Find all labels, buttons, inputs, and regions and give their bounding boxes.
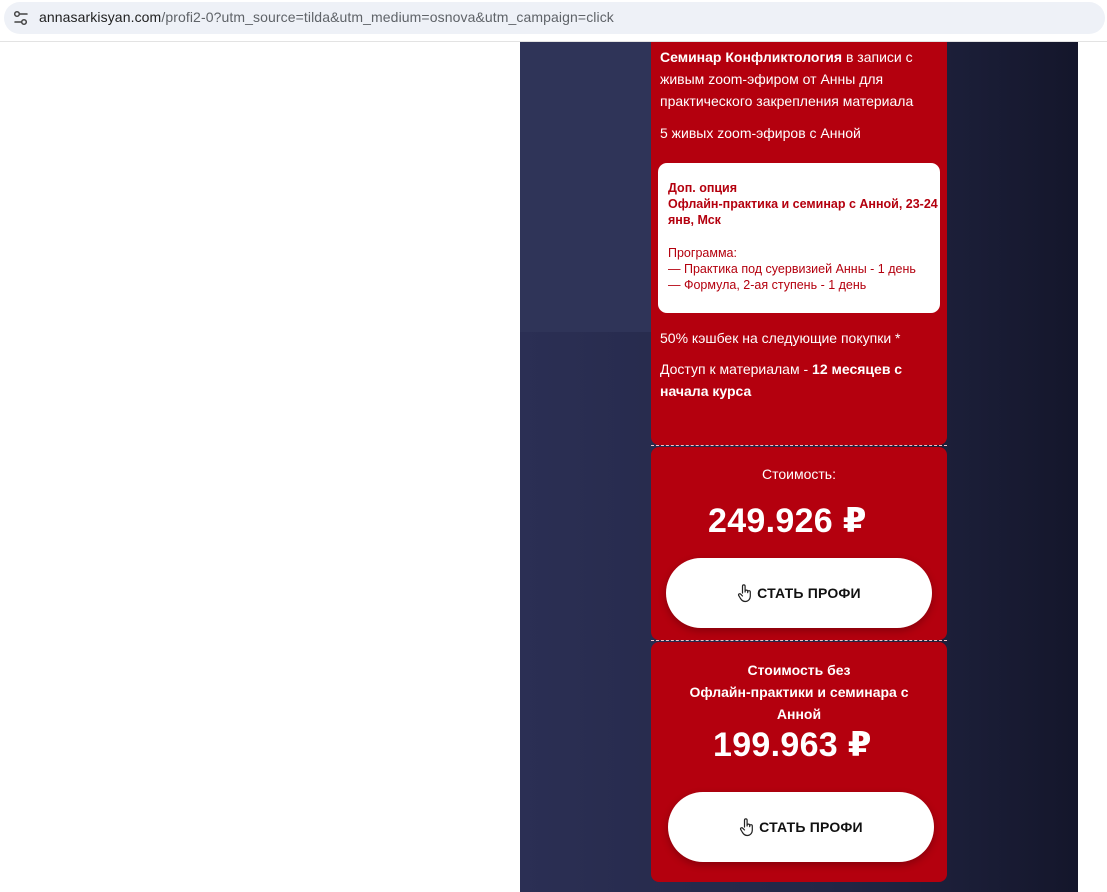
seminar-rest: в записи с живым zoom-эфиром от Анны для практического закрепления материала (660, 49, 914, 109)
features-card (651, 42, 947, 445)
price-card-without-offline (651, 642, 947, 882)
option-title-line2: Офлайн-практика и семинар с Анной, 23-24 янв, Мск (668, 197, 938, 227)
url-field[interactable] (4, 2, 1105, 34)
price-value: 199.963 ₽ (713, 726, 872, 764)
option-title-line1: Доп. опция (668, 181, 738, 195)
access-duration: 12 месяцев с начала курса (660, 361, 903, 399)
page-content (520, 42, 1078, 892)
site-settings-icon[interactable] (10, 8, 32, 28)
price-value: 249.926 ₽ (708, 502, 867, 540)
cashback-text: 50% кэшбек на следующие покупки * (660, 330, 901, 346)
price-label: Стоимость без (747, 662, 851, 678)
become-profi-button[interactable] (668, 792, 934, 862)
extra-option-box (658, 163, 940, 313)
url-host: annasarkisyan.com (39, 9, 162, 25)
seminar-text (660, 46, 940, 112)
access-text (660, 358, 940, 402)
hand-pointer-icon (739, 817, 755, 837)
price-card-full (651, 447, 947, 640)
program-item: — Формула, 2-ая ступень - 1 день (668, 278, 867, 292)
program-label: Программа: (668, 246, 737, 260)
seminar-bold: Семинар Конфликтология (660, 49, 843, 65)
dashed-divider (651, 445, 947, 446)
button-label: СТАТЬ ПРОФИ (759, 819, 863, 835)
hand-pointer-icon (737, 583, 753, 603)
price-label: Стоимость: (762, 466, 836, 482)
url-text (39, 9, 614, 25)
zoom-count-text: 5 живых zoom-эфиров с Анной (660, 125, 861, 141)
program-item: — Практика под суервизией Анны - 1 день (668, 262, 916, 276)
browser-address-bar (0, 0, 1107, 42)
url-path: /profi2-0?utm_source=tilda&utm_medium=osnova&utm_campaign=click (161, 9, 614, 25)
become-profi-button[interactable] (666, 558, 932, 628)
dashed-divider (651, 640, 947, 641)
option-title (668, 180, 938, 228)
button-label: СТАТЬ ПРОФИ (757, 585, 861, 601)
option-program (668, 245, 938, 293)
access-prefix: Доступ к материалам - (660, 361, 813, 377)
background-panel (520, 42, 660, 332)
price-label-detail: Офлайн-практики и семинара с Анной (689, 684, 909, 722)
